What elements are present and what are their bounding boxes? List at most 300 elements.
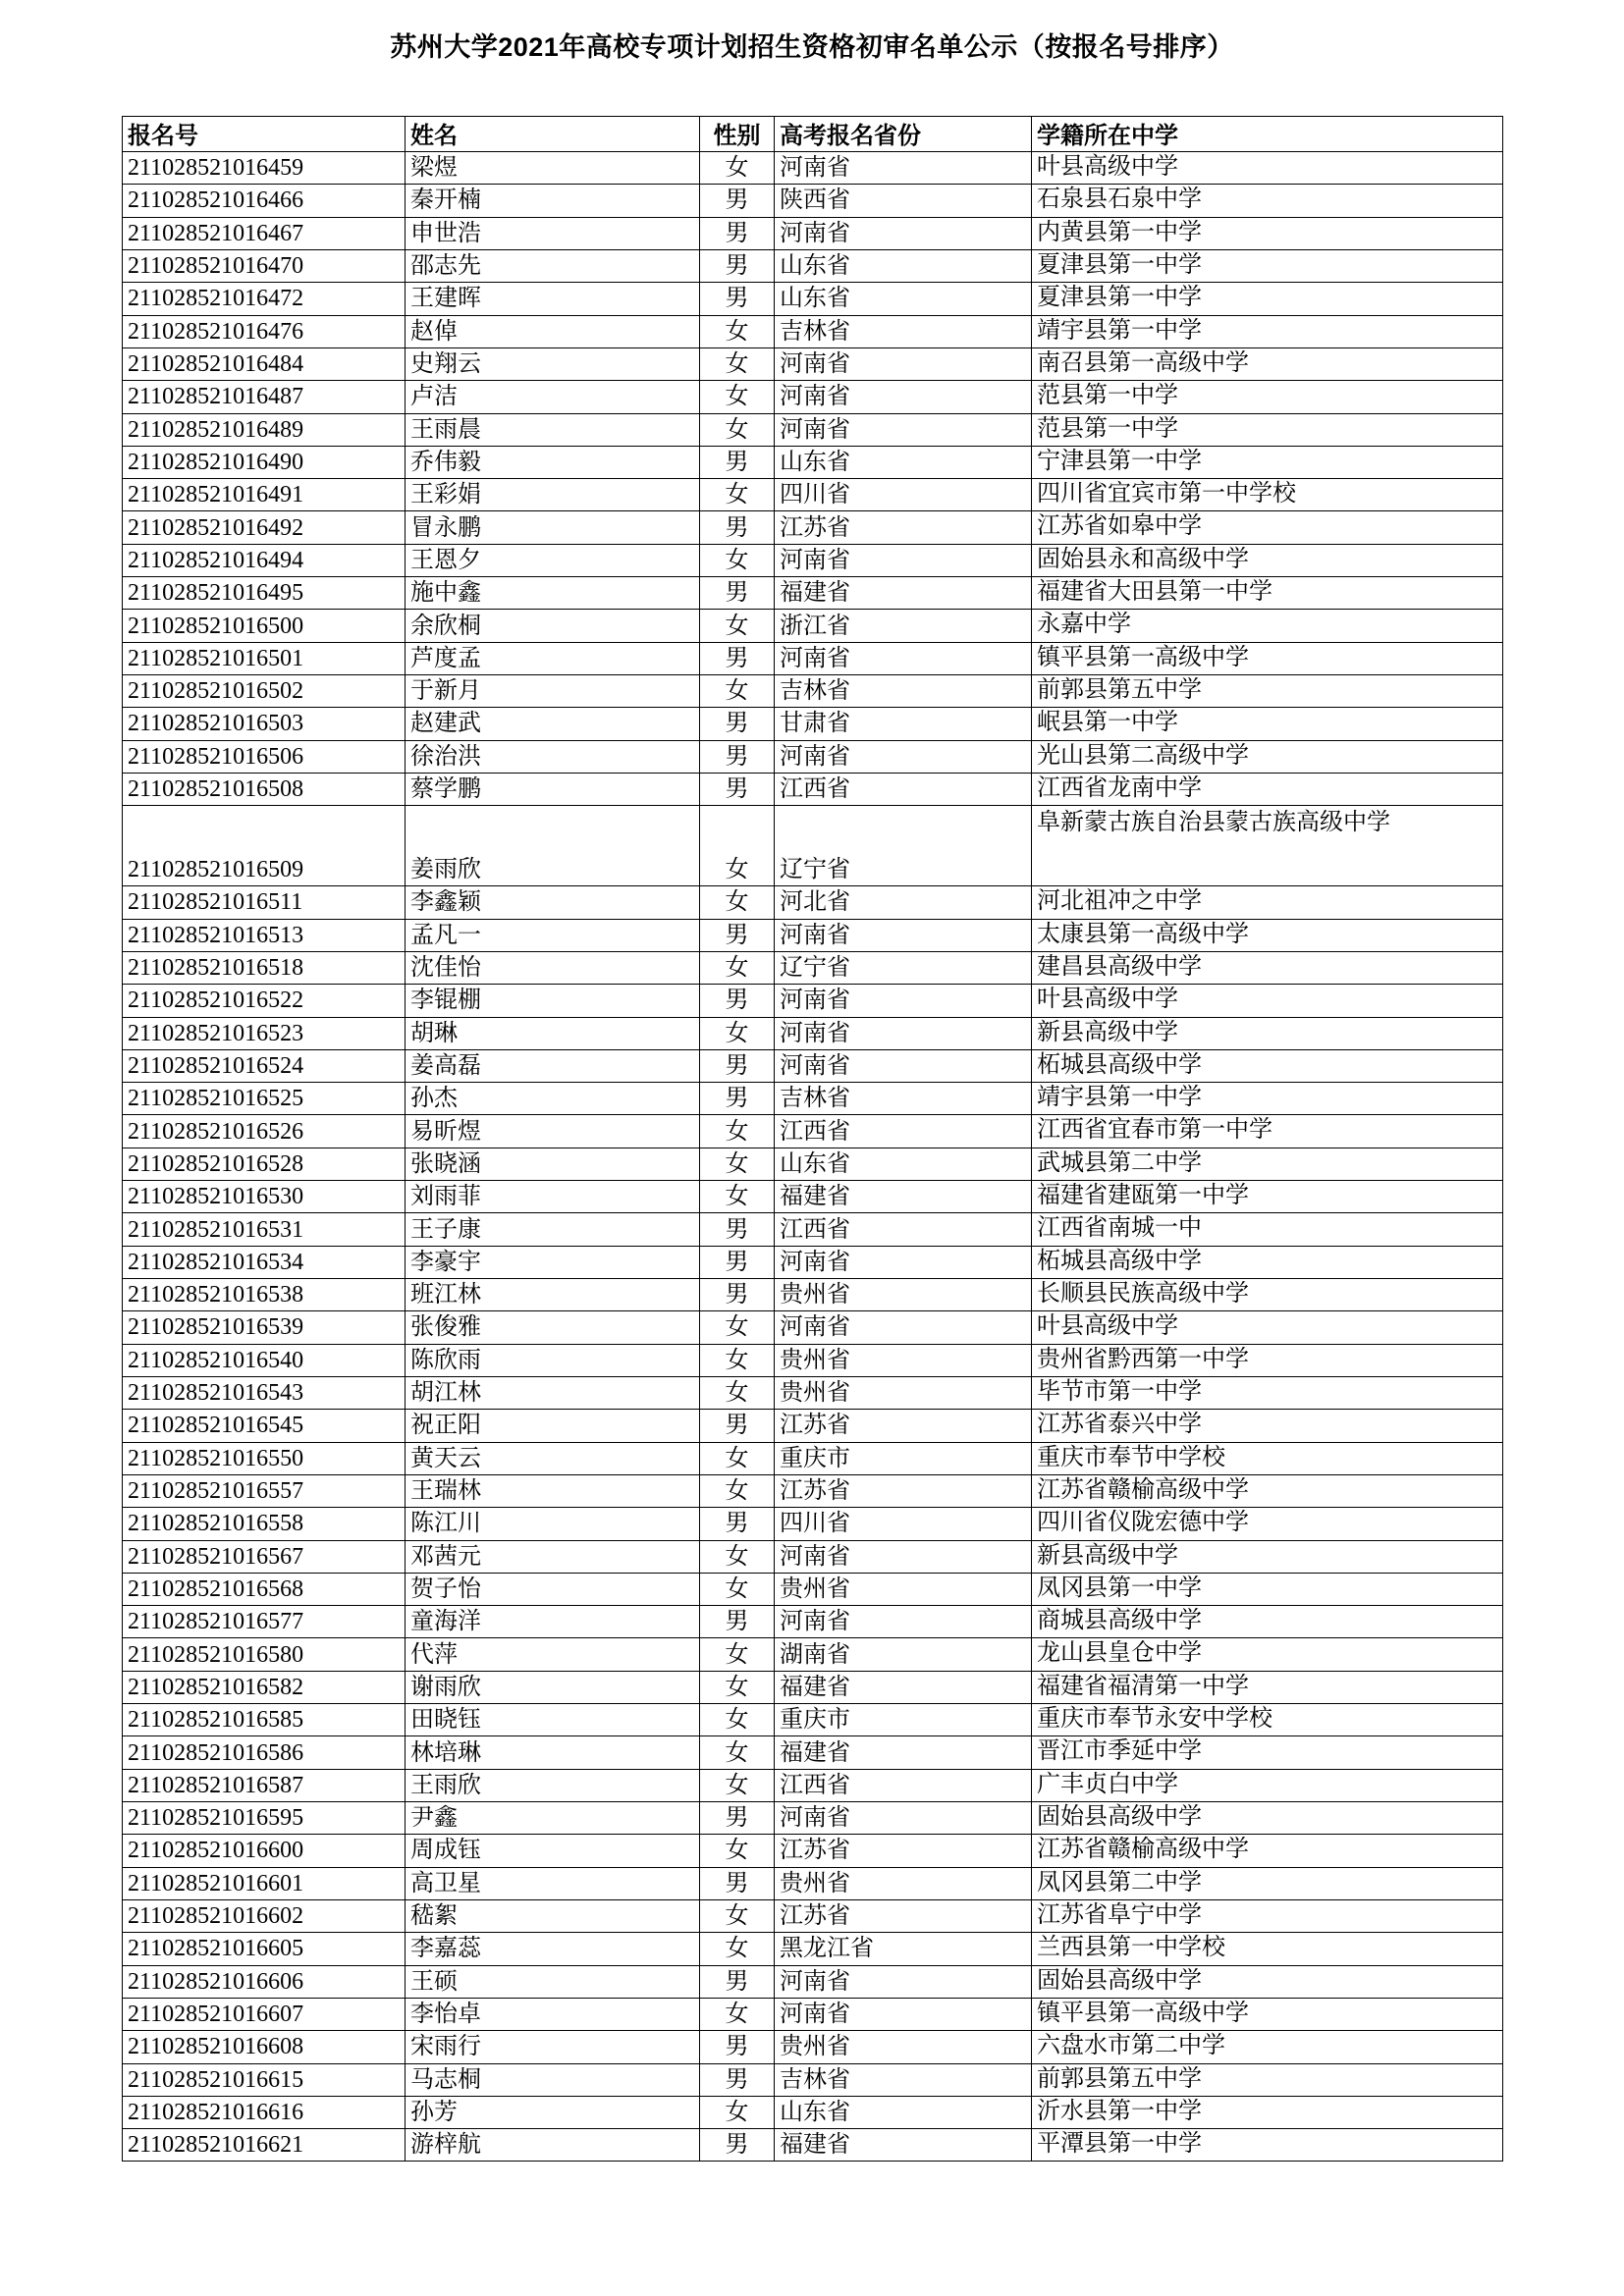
cell-exam-province: 河南省 <box>775 544 1032 576</box>
cell-name: 孟凡一 <box>406 919 700 951</box>
cell-name: 赵倬 <box>406 315 700 347</box>
cell-exam-province: 山东省 <box>775 2096 1032 2128</box>
cell-high-school: 江苏省如皋中学 <box>1032 511 1503 544</box>
table-row <box>123 1181 1503 1213</box>
cell-gender: 男 <box>700 1279 775 1311</box>
cell-gender: 男 <box>700 708 775 740</box>
cell-high-school: 凤冈县第二中学 <box>1032 1867 1503 1899</box>
table-row <box>123 1899 1503 1932</box>
table-row <box>123 2063 1503 2096</box>
cell-exam-province: 吉林省 <box>775 1083 1032 1115</box>
cell-high-school: 石泉县石泉中学 <box>1032 185 1503 217</box>
cell-registration-number: 211028521016558 <box>123 1508 406 1540</box>
cell-registration-number: 211028521016489 <box>123 413 406 446</box>
cell-exam-province: 河南省 <box>775 919 1032 951</box>
cell-exam-province: 山东省 <box>775 283 1032 315</box>
cell-name: 胡江林 <box>406 1376 700 1409</box>
table-row <box>123 1279 1503 1311</box>
cell-name: 徐治洪 <box>406 740 700 773</box>
cell-exam-province: 河南省 <box>775 985 1032 1017</box>
cell-name: 姜雨欣 <box>406 806 700 886</box>
cell-high-school: 商城县高级中学 <box>1032 1606 1503 1638</box>
cell-registration-number: 211028521016543 <box>123 1376 406 1409</box>
cell-name: 马志桐 <box>406 2063 700 2096</box>
cell-high-school: 叶县高级中学 <box>1032 985 1503 1017</box>
table-row <box>123 1344 1503 1376</box>
roster-table-container <box>122 116 1502 2162</box>
cell-high-school: 固始县高级中学 <box>1032 1965 1503 1998</box>
cell-name: 张晓涵 <box>406 1148 700 1180</box>
cell-exam-province: 福建省 <box>775 577 1032 610</box>
cell-exam-province: 甘肃省 <box>775 708 1032 740</box>
table-row <box>123 708 1503 740</box>
table-row <box>123 919 1503 951</box>
cell-registration-number: 211028521016539 <box>123 1311 406 1344</box>
cell-exam-province: 贵州省 <box>775 1376 1032 1409</box>
cell-exam-province: 河南省 <box>775 1049 1032 1082</box>
cell-name: 申世浩 <box>406 217 700 249</box>
cell-gender: 女 <box>700 1638 775 1671</box>
cell-exam-province: 江西省 <box>775 773 1032 805</box>
cell-name: 贺子怡 <box>406 1573 700 1605</box>
cell-high-school: 叶县高级中学 <box>1032 1311 1503 1344</box>
cell-gender: 男 <box>700 1606 775 1638</box>
cell-exam-province: 河北省 <box>775 886 1032 919</box>
cell-exam-province: 河南省 <box>775 740 1032 773</box>
table-row <box>123 1115 1503 1148</box>
cell-high-school: 镇平县第一高级中学 <box>1032 1998 1503 2030</box>
cell-high-school: 晋江市季延中学 <box>1032 1736 1503 1769</box>
cell-name: 芦度孟 <box>406 642 700 674</box>
cell-exam-province: 河南省 <box>775 1540 1032 1573</box>
cell-exam-province: 黑龙江省 <box>775 1933 1032 1965</box>
cell-name: 陈欣雨 <box>406 1344 700 1376</box>
cell-name: 李锟棚 <box>406 985 700 1017</box>
cell-gender: 男 <box>700 1867 775 1899</box>
cell-exam-province: 福建省 <box>775 1736 1032 1769</box>
cell-registration-number: 211028521016585 <box>123 1704 406 1736</box>
cell-high-school: 福建省建瓯第一中学 <box>1032 1181 1503 1213</box>
cell-name: 王子康 <box>406 1213 700 1246</box>
table-row <box>123 1638 1503 1671</box>
table-row <box>123 1049 1503 1082</box>
table-row <box>123 249 1503 282</box>
cell-name: 李怡卓 <box>406 1998 700 2030</box>
column-header-registration-number: 报名号 <box>123 117 406 152</box>
cell-registration-number: 211028521016466 <box>123 185 406 217</box>
cell-registration-number: 211028521016494 <box>123 544 406 576</box>
table-row <box>123 315 1503 347</box>
cell-registration-number: 211028521016550 <box>123 1442 406 1474</box>
table-row <box>123 217 1503 249</box>
cell-exam-province: 江西省 <box>775 1213 1032 1246</box>
cell-registration-number: 211028521016580 <box>123 1638 406 1671</box>
table-row <box>123 1769 1503 1801</box>
table-row <box>123 1508 1503 1540</box>
cell-exam-province: 福建省 <box>775 2129 1032 2162</box>
cell-high-school: 夏津县第一中学 <box>1032 249 1503 282</box>
table-row <box>123 1474 1503 1507</box>
cell-gender: 女 <box>700 610 775 642</box>
cell-gender: 男 <box>700 1049 775 1082</box>
cell-registration-number: 211028521016605 <box>123 1933 406 1965</box>
cell-gender: 男 <box>700 577 775 610</box>
cell-gender: 男 <box>700 1083 775 1115</box>
cell-exam-province: 吉林省 <box>775 315 1032 347</box>
cell-high-school: 太康县第一高级中学 <box>1032 919 1503 951</box>
cell-name: 谢雨欣 <box>406 1671 700 1703</box>
cell-gender: 女 <box>700 413 775 446</box>
cell-high-school: 江西省南城一中 <box>1032 1213 1503 1246</box>
table-row <box>123 1606 1503 1638</box>
table-row <box>123 577 1503 610</box>
cell-high-school: 固始县永和高级中学 <box>1032 544 1503 576</box>
cell-exam-province: 江苏省 <box>775 1899 1032 1932</box>
cell-exam-province: 河南省 <box>775 381 1032 413</box>
cell-registration-number: 211028521016586 <box>123 1736 406 1769</box>
cell-high-school: 永嘉中学 <box>1032 610 1503 642</box>
cell-name: 邓茜元 <box>406 1540 700 1573</box>
cell-gender: 女 <box>700 347 775 380</box>
cell-gender: 男 <box>700 985 775 1017</box>
cell-registration-number: 211028521016513 <box>123 919 406 951</box>
cell-exam-province: 浙江省 <box>775 610 1032 642</box>
cell-exam-province: 河南省 <box>775 413 1032 446</box>
table-row <box>123 806 1503 886</box>
cell-gender: 男 <box>700 1410 775 1442</box>
cell-high-school: 新县高级中学 <box>1032 1540 1503 1573</box>
cell-gender: 女 <box>700 1442 775 1474</box>
table-row <box>123 2129 1503 2162</box>
cell-registration-number: 211028521016534 <box>123 1246 406 1278</box>
table-row <box>123 985 1503 1017</box>
cell-gender: 女 <box>700 1899 775 1932</box>
cell-registration-number: 211028521016518 <box>123 951 406 984</box>
cell-high-school: 四川省宜宾市第一中学校 <box>1032 479 1503 511</box>
cell-high-school: 阜新蒙古族自治县蒙古族高级中学 <box>1032 806 1503 886</box>
table-row <box>123 152 1503 185</box>
table-row <box>123 773 1503 805</box>
cell-exam-province: 福建省 <box>775 1181 1032 1213</box>
cell-registration-number: 211028521016467 <box>123 217 406 249</box>
cell-gender: 女 <box>700 1344 775 1376</box>
cell-name: 王建晖 <box>406 283 700 315</box>
cell-high-school: 龙山县皇仓中学 <box>1032 1638 1503 1671</box>
cell-gender: 男 <box>700 773 775 805</box>
cell-registration-number: 211028521016601 <box>123 1867 406 1899</box>
cell-gender: 女 <box>700 1376 775 1409</box>
cell-exam-province: 江苏省 <box>775 1410 1032 1442</box>
cell-gender: 男 <box>700 2031 775 2063</box>
cell-registration-number: 211028521016538 <box>123 1279 406 1311</box>
table-row <box>123 1311 1503 1344</box>
cell-registration-number: 211028521016484 <box>123 347 406 380</box>
cell-exam-province: 贵州省 <box>775 1279 1032 1311</box>
cell-registration-number: 211028521016490 <box>123 446 406 478</box>
table-row <box>123 610 1503 642</box>
cell-high-school: 江苏省赣榆高级中学 <box>1032 1474 1503 1507</box>
cell-registration-number: 211028521016531 <box>123 1213 406 1246</box>
table-header <box>123 117 1503 152</box>
cell-name: 王恩夕 <box>406 544 700 576</box>
cell-high-school: 范县第一中学 <box>1032 381 1503 413</box>
table-row <box>123 1933 1503 1965</box>
table-row <box>123 1410 1503 1442</box>
cell-registration-number: 211028521016545 <box>123 1410 406 1442</box>
cell-exam-province: 四川省 <box>775 1508 1032 1540</box>
column-header-name: 姓名 <box>406 117 700 152</box>
cell-name: 秦开楠 <box>406 185 700 217</box>
cell-high-school: 镇平县第一高级中学 <box>1032 642 1503 674</box>
cell-gender: 女 <box>700 1704 775 1736</box>
cell-high-school: 毕节市第一中学 <box>1032 1376 1503 1409</box>
cell-exam-province: 贵州省 <box>775 1344 1032 1376</box>
table-row <box>123 347 1503 380</box>
cell-registration-number: 211028521016540 <box>123 1344 406 1376</box>
cell-gender: 男 <box>700 1213 775 1246</box>
cell-registration-number: 211028521016526 <box>123 1115 406 1148</box>
cell-gender: 女 <box>700 675 775 708</box>
cell-name: 孙芳 <box>406 2096 700 2128</box>
column-header-exam-province: 高考报名省份 <box>775 117 1032 152</box>
cell-gender: 女 <box>700 886 775 919</box>
cell-gender: 女 <box>700 1736 775 1769</box>
cell-name: 余欣桐 <box>406 610 700 642</box>
cell-registration-number: 211028521016608 <box>123 2031 406 2063</box>
cell-registration-number: 211028521016595 <box>123 1802 406 1835</box>
cell-gender: 男 <box>700 1802 775 1835</box>
cell-high-school: 前郭县第五中学 <box>1032 675 1503 708</box>
cell-registration-number: 211028521016525 <box>123 1083 406 1115</box>
cell-high-school: 柘城县高级中学 <box>1032 1246 1503 1278</box>
cell-registration-number: 211028521016524 <box>123 1049 406 1082</box>
cell-exam-province: 河南省 <box>775 1606 1032 1638</box>
cell-exam-province: 河南省 <box>775 1246 1032 1278</box>
cell-high-school: 内黄县第一中学 <box>1032 217 1503 249</box>
cell-registration-number: 211028521016506 <box>123 740 406 773</box>
table-row <box>123 1802 1503 1835</box>
cell-registration-number: 211028521016621 <box>123 2129 406 2162</box>
cell-registration-number: 211028521016557 <box>123 1474 406 1507</box>
cell-exam-province: 贵州省 <box>775 1573 1032 1605</box>
table-row <box>123 1835 1503 1867</box>
cell-exam-province: 河南省 <box>775 1311 1032 1344</box>
cell-exam-province: 河南省 <box>775 217 1032 249</box>
cell-high-school: 南召县第一高级中学 <box>1032 347 1503 380</box>
cell-high-school: 重庆市奉节中学校 <box>1032 1442 1503 1474</box>
cell-high-school: 广丰贞白中学 <box>1032 1769 1503 1801</box>
cell-gender: 男 <box>700 2063 775 2096</box>
cell-high-school: 范县第一中学 <box>1032 413 1503 446</box>
cell-exam-province: 江苏省 <box>775 1474 1032 1507</box>
cell-exam-province: 河南省 <box>775 1998 1032 2030</box>
cell-name: 易昕煜 <box>406 1115 700 1148</box>
cell-name: 王彩娟 <box>406 479 700 511</box>
cell-gender: 男 <box>700 740 775 773</box>
cell-gender: 男 <box>700 511 775 544</box>
cell-exam-province: 江西省 <box>775 1115 1032 1148</box>
cell-name: 沈佳怡 <box>406 951 700 984</box>
cell-registration-number: 211028521016528 <box>123 1148 406 1180</box>
cell-high-school: 重庆市奉节永安中学校 <box>1032 1704 1503 1736</box>
cell-name: 于新月 <box>406 675 700 708</box>
cell-gender: 女 <box>700 1115 775 1148</box>
cell-name: 李嘉蕊 <box>406 1933 700 1965</box>
cell-high-school: 新县高级中学 <box>1032 1017 1503 1049</box>
cell-name: 孙杰 <box>406 1083 700 1115</box>
table-row <box>123 511 1503 544</box>
cell-exam-province: 江西省 <box>775 1769 1032 1801</box>
cell-high-school: 靖宇县第一中学 <box>1032 1083 1503 1115</box>
cell-name: 王硕 <box>406 1965 700 1998</box>
cell-exam-province: 河南省 <box>775 152 1032 185</box>
table-row <box>123 1540 1503 1573</box>
table-row <box>123 951 1503 984</box>
cell-registration-number: 211028521016492 <box>123 511 406 544</box>
cell-exam-province: 四川省 <box>775 479 1032 511</box>
cell-registration-number: 211028521016508 <box>123 773 406 805</box>
cell-gender: 女 <box>700 1573 775 1605</box>
cell-high-school: 建昌县高级中学 <box>1032 951 1503 984</box>
cell-high-school: 福建省福清第一中学 <box>1032 1671 1503 1703</box>
cell-high-school: 平潭县第一中学 <box>1032 2129 1503 2162</box>
cell-registration-number: 211028521016567 <box>123 1540 406 1573</box>
table-row <box>123 1246 1503 1278</box>
table-row <box>123 1736 1503 1769</box>
cell-exam-province: 陕西省 <box>775 185 1032 217</box>
cell-high-school: 叶县高级中学 <box>1032 152 1503 185</box>
cell-registration-number: 211028521016511 <box>123 886 406 919</box>
cell-name: 张俊雅 <box>406 1311 700 1344</box>
cell-registration-number: 211028521016602 <box>123 1899 406 1932</box>
cell-high-school: 夏津县第一中学 <box>1032 283 1503 315</box>
cell-exam-province: 河南省 <box>775 1802 1032 1835</box>
cell-gender: 女 <box>700 1998 775 2030</box>
cell-name: 林培琳 <box>406 1736 700 1769</box>
cell-high-school: 六盘水市第二中学 <box>1032 2031 1503 2063</box>
cell-high-school: 四川省仪陇宏德中学 <box>1032 1508 1503 1540</box>
cell-gender: 女 <box>700 1017 775 1049</box>
cell-gender: 女 <box>700 1181 775 1213</box>
cell-high-school: 河北祖冲之中学 <box>1032 886 1503 919</box>
cell-gender: 男 <box>700 1965 775 1998</box>
cell-high-school: 福建省大田县第一中学 <box>1032 577 1503 610</box>
page-title: 苏州大学2021年高校专项计划招生资格初审名单公示（按报名号排序） <box>390 32 1234 62</box>
table-row <box>123 740 1503 773</box>
cell-gender: 男 <box>700 642 775 674</box>
cell-exam-province: 江苏省 <box>775 511 1032 544</box>
cell-name: 代萍 <box>406 1638 700 1671</box>
table-row <box>123 2031 1503 2063</box>
cell-registration-number: 211028521016487 <box>123 381 406 413</box>
cell-high-school: 江西省宜春市第一中学 <box>1032 1115 1503 1148</box>
cell-gender: 男 <box>700 919 775 951</box>
table-row <box>123 1867 1503 1899</box>
cell-exam-province: 辽宁省 <box>775 951 1032 984</box>
cell-exam-province: 山东省 <box>775 446 1032 478</box>
cell-registration-number: 211028521016600 <box>123 1835 406 1867</box>
cell-name: 卢洁 <box>406 381 700 413</box>
cell-exam-province: 湖南省 <box>775 1638 1032 1671</box>
cell-gender: 男 <box>700 217 775 249</box>
table-row <box>123 1671 1503 1703</box>
cell-name: 冒永鹏 <box>406 511 700 544</box>
table-row <box>123 1573 1503 1605</box>
cell-gender: 女 <box>700 951 775 984</box>
table-row <box>123 1704 1503 1736</box>
cell-gender: 女 <box>700 1540 775 1573</box>
cell-name: 王瑞林 <box>406 1474 700 1507</box>
cell-gender: 男 <box>700 1508 775 1540</box>
cell-registration-number: 211028521016522 <box>123 985 406 1017</box>
table-body <box>123 152 1503 2162</box>
cell-gender: 男 <box>700 1246 775 1278</box>
cell-high-school: 江西省龙南中学 <box>1032 773 1503 805</box>
cell-high-school: 宁津县第一中学 <box>1032 446 1503 478</box>
cell-gender: 女 <box>700 2096 775 2128</box>
table-header-row <box>123 117 1503 152</box>
cell-exam-province: 山东省 <box>775 249 1032 282</box>
cell-exam-province: 吉林省 <box>775 675 1032 708</box>
cell-name: 高卫星 <box>406 1867 700 1899</box>
cell-registration-number: 211028521016616 <box>123 2096 406 2128</box>
cell-registration-number: 211028521016503 <box>123 708 406 740</box>
cell-high-school: 靖宇县第一中学 <box>1032 315 1503 347</box>
cell-name: 陈江川 <box>406 1508 700 1540</box>
cell-registration-number: 211028521016459 <box>123 152 406 185</box>
cell-gender: 女 <box>700 1148 775 1180</box>
cell-exam-province: 重庆市 <box>775 1704 1032 1736</box>
cell-high-school: 贵州省黔西第一中学 <box>1032 1344 1503 1376</box>
cell-name: 史翔云 <box>406 347 700 380</box>
cell-name: 乔伟毅 <box>406 446 700 478</box>
cell-name: 胡琳 <box>406 1017 700 1049</box>
cell-high-school: 凤冈县第一中学 <box>1032 1573 1503 1605</box>
cell-gender: 男 <box>700 283 775 315</box>
cell-registration-number: 211028521016615 <box>123 2063 406 2096</box>
cell-gender: 男 <box>700 185 775 217</box>
cell-name: 周成钰 <box>406 1835 700 1867</box>
cell-name: 刘雨菲 <box>406 1181 700 1213</box>
cell-high-school: 沂水县第一中学 <box>1032 2096 1503 2128</box>
cell-name: 游梓航 <box>406 2129 700 2162</box>
cell-registration-number: 211028521016476 <box>123 315 406 347</box>
cell-name: 李鑫颖 <box>406 886 700 919</box>
cell-registration-number: 211028521016472 <box>123 283 406 315</box>
cell-registration-number: 211028521016587 <box>123 1769 406 1801</box>
cell-exam-province: 河南省 <box>775 347 1032 380</box>
table-row <box>123 1213 1503 1246</box>
table-row <box>123 1442 1503 1474</box>
cell-name: 王雨欣 <box>406 1769 700 1801</box>
cell-registration-number: 211028521016568 <box>123 1573 406 1605</box>
cell-exam-province: 江苏省 <box>775 1835 1032 1867</box>
cell-high-school: 前郭县第五中学 <box>1032 2063 1503 2096</box>
cell-high-school: 江苏省泰兴中学 <box>1032 1410 1503 1442</box>
cell-name: 黄天云 <box>406 1442 700 1474</box>
cell-gender: 女 <box>700 1311 775 1344</box>
cell-registration-number: 211028521016530 <box>123 1181 406 1213</box>
cell-name: 姜高磊 <box>406 1049 700 1082</box>
table-row <box>123 1998 1503 2030</box>
cell-high-school: 柘城县高级中学 <box>1032 1049 1503 1082</box>
table-row <box>123 886 1503 919</box>
table-row <box>123 1017 1503 1049</box>
cell-name: 蔡学鹏 <box>406 773 700 805</box>
cell-high-school: 长顺县民族高级中学 <box>1032 1279 1503 1311</box>
cell-gender: 女 <box>700 1474 775 1507</box>
cell-name: 王雨晨 <box>406 413 700 446</box>
